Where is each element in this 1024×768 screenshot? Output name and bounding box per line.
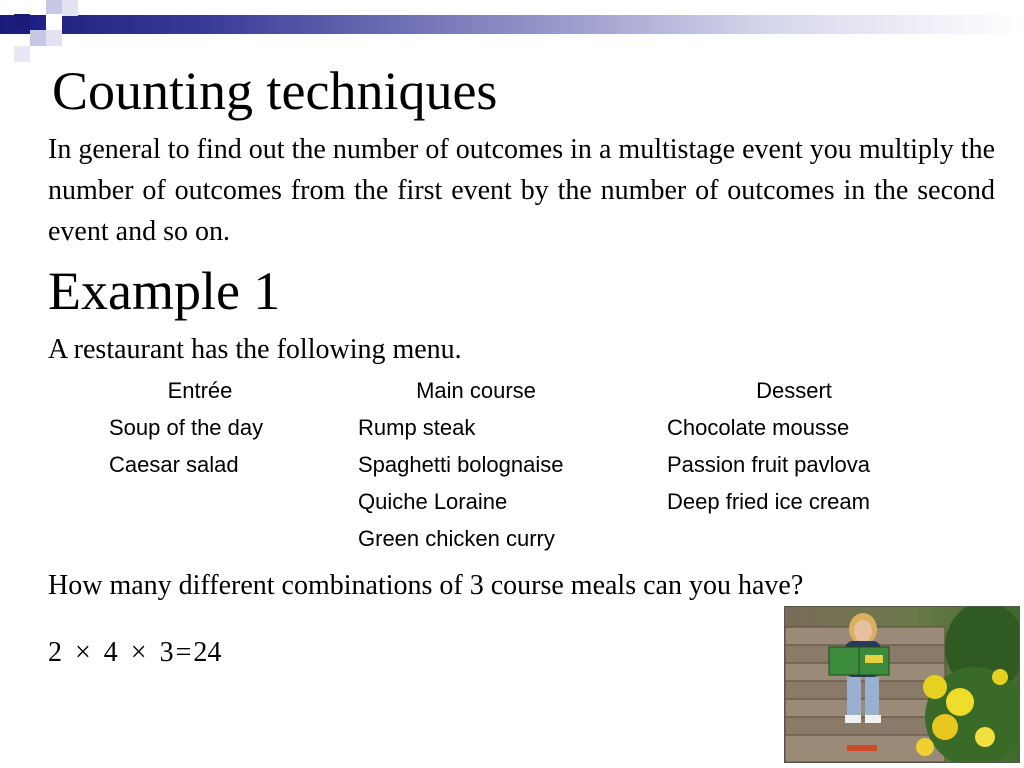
header-square <box>14 14 30 30</box>
header-square <box>62 0 78 16</box>
slide-title: Counting techniques <box>52 61 498 121</box>
header-square <box>14 46 30 62</box>
answer-result: 24 <box>193 637 222 668</box>
question-text: How many different combinations of 3 course meals can you have? <box>48 570 804 601</box>
menu-item-main-course: Spaghetti bolognaise <box>358 452 564 477</box>
example-heading: Example 1 <box>48 261 281 321</box>
menu-item-entree: Caesar salad <box>109 452 239 477</box>
menu-item-main-course: Green chicken curry <box>358 526 555 551</box>
menu-header-dessert: Dessert <box>756 378 832 403</box>
answer-number: 4 <box>103 637 118 668</box>
intro-paragraph: In general to find out the number of outcomes in a multistage event you multiply the number of outcomes from the first event by the number of outcomes in the second event and so on. <box>48 134 995 247</box>
header-gradient-bar <box>0 15 1024 34</box>
header-square <box>46 30 62 46</box>
multiply-sign: × <box>75 637 91 668</box>
header-square <box>46 14 62 30</box>
header-square <box>30 30 46 46</box>
menu-header-main-course: Main course <box>416 378 536 403</box>
menu-item-dessert: Passion fruit pavlova <box>667 452 870 477</box>
answer-number: 3 <box>159 637 174 668</box>
answer-equation <box>48 636 227 670</box>
answer-number: 2 <box>48 637 62 668</box>
menu-item-main-course: Quiche Loraine <box>358 489 508 514</box>
equals-sign: = <box>175 637 192 668</box>
menu-item-dessert: Deep fried ice cream <box>667 489 870 514</box>
menu-header-entree: Entrée <box>167 378 233 403</box>
student-reading-photo <box>784 606 1020 763</box>
menu-intro-text: A restaurant has the following menu. <box>48 334 462 365</box>
menu-item-dessert: Chocolate mousse <box>667 415 850 440</box>
menu-item-entree: Soup of the day <box>109 415 264 440</box>
multiply-sign: × <box>130 637 147 668</box>
menu-item-main-course: Rump steak <box>358 415 476 440</box>
